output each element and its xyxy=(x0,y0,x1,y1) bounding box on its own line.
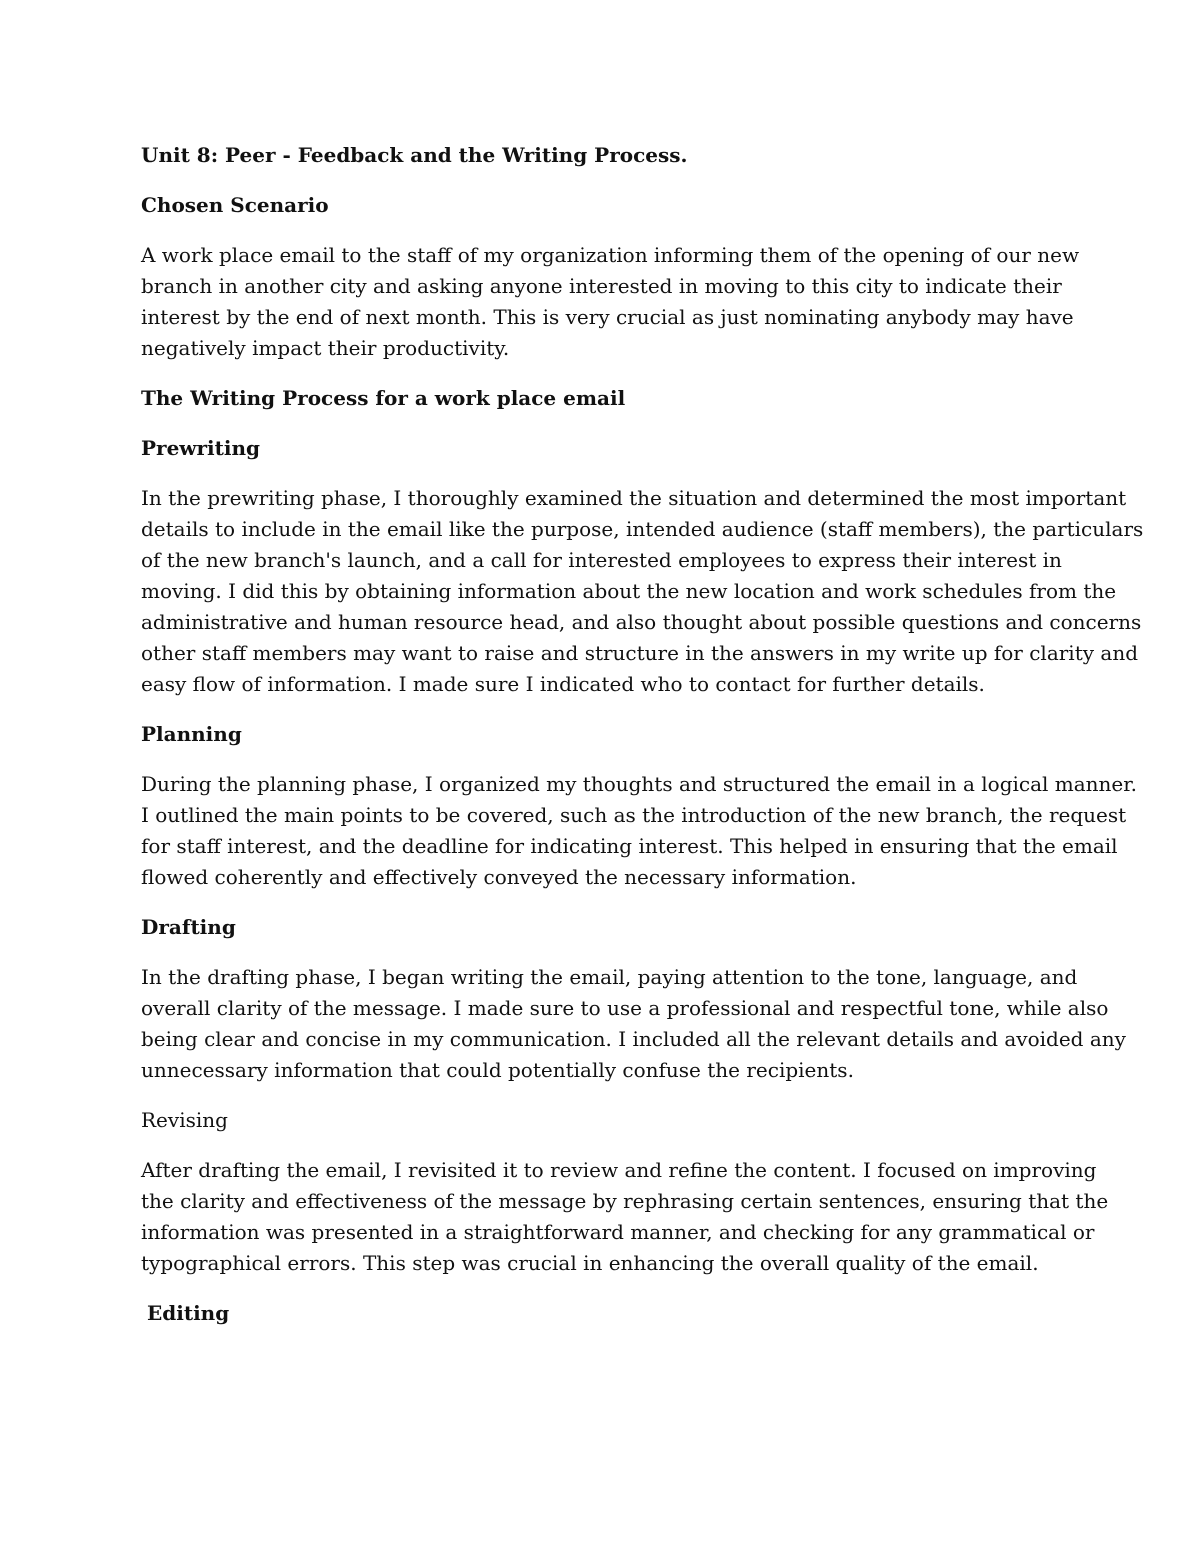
prewriting-line: moving. I did this by obtaining information about the new location and work schedules from the xyxy=(141,579,1117,603)
process-heading: The Writing Process for a work place email xyxy=(141,386,626,410)
drafting-line: unnecessary information that could potentially confuse the recipients. xyxy=(141,1058,854,1082)
revising-line: After drafting the email, I revisited it to review and refine the content. I focused on improving xyxy=(141,1158,1097,1182)
planning-line: flowed coherently and effectively conveyed the necessary information. xyxy=(141,865,857,889)
drafting-line: being clear and concise in my communication. I included all the relevant details and avoided any xyxy=(141,1027,1126,1051)
planning-line: I outlined the main points to be covered, such as the introduction of the new branch, the request xyxy=(141,803,1127,827)
drafting-line: overall clarity of the message. I made sure to use a professional and respectful tone, while also xyxy=(141,996,1109,1020)
editing-heading: Editing xyxy=(147,1301,230,1325)
scenario-line: interest by the end of next month. This is very crucial as just nominating anybody may have xyxy=(141,305,1074,329)
drafting-heading: Drafting xyxy=(141,915,236,939)
revising-line: typographical errors. This step was crucial in enhancing the overall quality of the email. xyxy=(141,1251,1039,1275)
prewriting-line: administrative and human resource head, and also thought about possible questions and concerns xyxy=(141,610,1142,634)
prewriting-line: details to include in the email like the purpose, intended audience (staff members), the particulars xyxy=(141,517,1144,541)
prewriting-heading: Prewriting xyxy=(141,436,261,460)
scenario-line: A work place email to the staff of my organization informing them of the opening of our new xyxy=(141,243,1080,267)
prewriting-paragraph xyxy=(141,483,1144,700)
planning-line: for staff interest, and the deadline for indicating interest. This helped in ensuring that the email xyxy=(141,834,1118,858)
planning-paragraph xyxy=(141,769,1137,893)
revising-heading: Revising xyxy=(141,1108,228,1132)
prewriting-line: of the new branch's launch, and a call for interested employees to express their interest in xyxy=(141,548,1062,572)
scenario-heading: Chosen Scenario xyxy=(141,193,329,217)
revising-paragraph xyxy=(141,1155,1109,1279)
planning-line: During the planning phase, I organized my thoughts and structured the email in a logical manner. xyxy=(141,772,1137,796)
scenario-line: branch in another city and asking anyone interested in moving to this city to indicate their xyxy=(141,274,1062,298)
document-title: Unit 8: Peer - Feedback and the Writing Process. xyxy=(141,143,688,167)
drafting-line: In the drafting phase, I began writing the email, paying attention to the tone, language, and xyxy=(141,965,1078,989)
document-page xyxy=(141,140,1144,1329)
scenario-line: negatively impact their productivity. xyxy=(141,336,510,360)
revising-line: the clarity and effectiveness of the message by rephrasing certain sentences, ensuring that the xyxy=(141,1189,1109,1213)
drafting-paragraph xyxy=(141,962,1126,1086)
prewriting-line: easy flow of information. I made sure I indicated who to contact for further details. xyxy=(141,672,985,696)
prewriting-line: other staff members may want to raise and structure in the answers in my write up for clarity and xyxy=(141,641,1139,665)
scenario-paragraph xyxy=(141,240,1080,364)
planning-heading: Planning xyxy=(141,722,242,746)
revising-line: information was presented in a straightforward manner, and checking for any grammatical or xyxy=(141,1220,1095,1244)
prewriting-line: In the prewriting phase, I thoroughly examined the situation and determined the most important xyxy=(141,486,1127,510)
